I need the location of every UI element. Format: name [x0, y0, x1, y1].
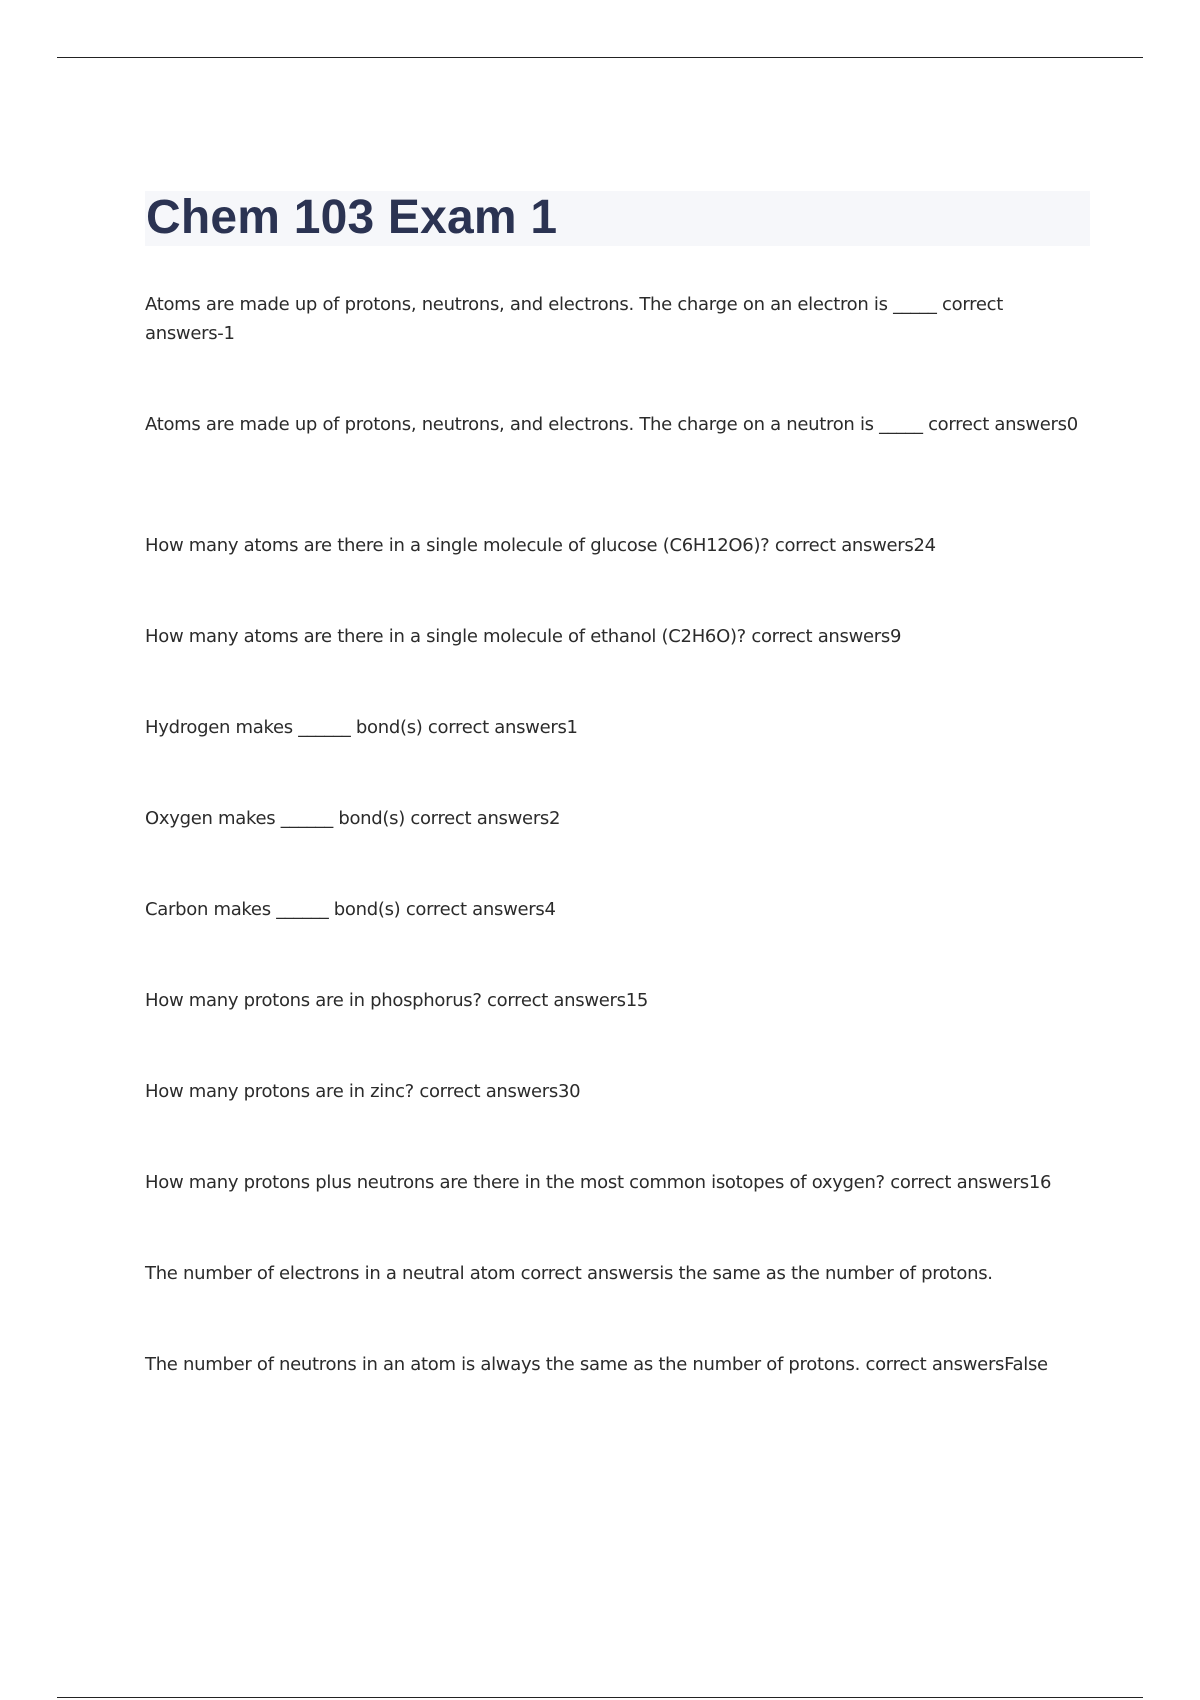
- document-title: Chem 103 Exam 1: [146, 191, 558, 244]
- question-item: How many atoms are there in a single molecule of glucose (C6H12O6)? correct answers24: [145, 535, 936, 556]
- question-item: How many protons are in phosphorus? correct answers15: [145, 990, 648, 1011]
- question-item: How many atoms are there in a single molecule of ethanol (C2H6O)? correct answers9: [145, 626, 902, 647]
- question-item: How many protons are in zinc? correct answers30: [145, 1081, 581, 1102]
- bottom-rule: [57, 1697, 1143, 1698]
- question-item: How many protons plus neutrons are there in the most common isotopes of oxygen? correct answers16: [145, 1172, 1052, 1193]
- question-item: Hydrogen makes ______ bond(s) correct answers1: [145, 717, 578, 738]
- question-item: Atoms are made up of protons, neutrons, and electrons. The charge on an electron is _____ correct answers-1: [145, 294, 1003, 344]
- top-rule: [57, 57, 1143, 58]
- question-item: Oxygen makes ______ bond(s) correct answers2: [145, 808, 561, 829]
- question-item: The number of neutrons in an atom is always the same as the number of protons. correct answersFalse: [145, 1354, 1048, 1375]
- question-item: The number of electrons in a neutral atom correct answersis the same as the number of protons.: [145, 1263, 993, 1284]
- question-item: Carbon makes ______ bond(s) correct answers4: [145, 899, 556, 920]
- question-item: Atoms are made up of protons, neutrons, and electrons. The charge on a neutron is _____ correct answers0: [145, 414, 1078, 435]
